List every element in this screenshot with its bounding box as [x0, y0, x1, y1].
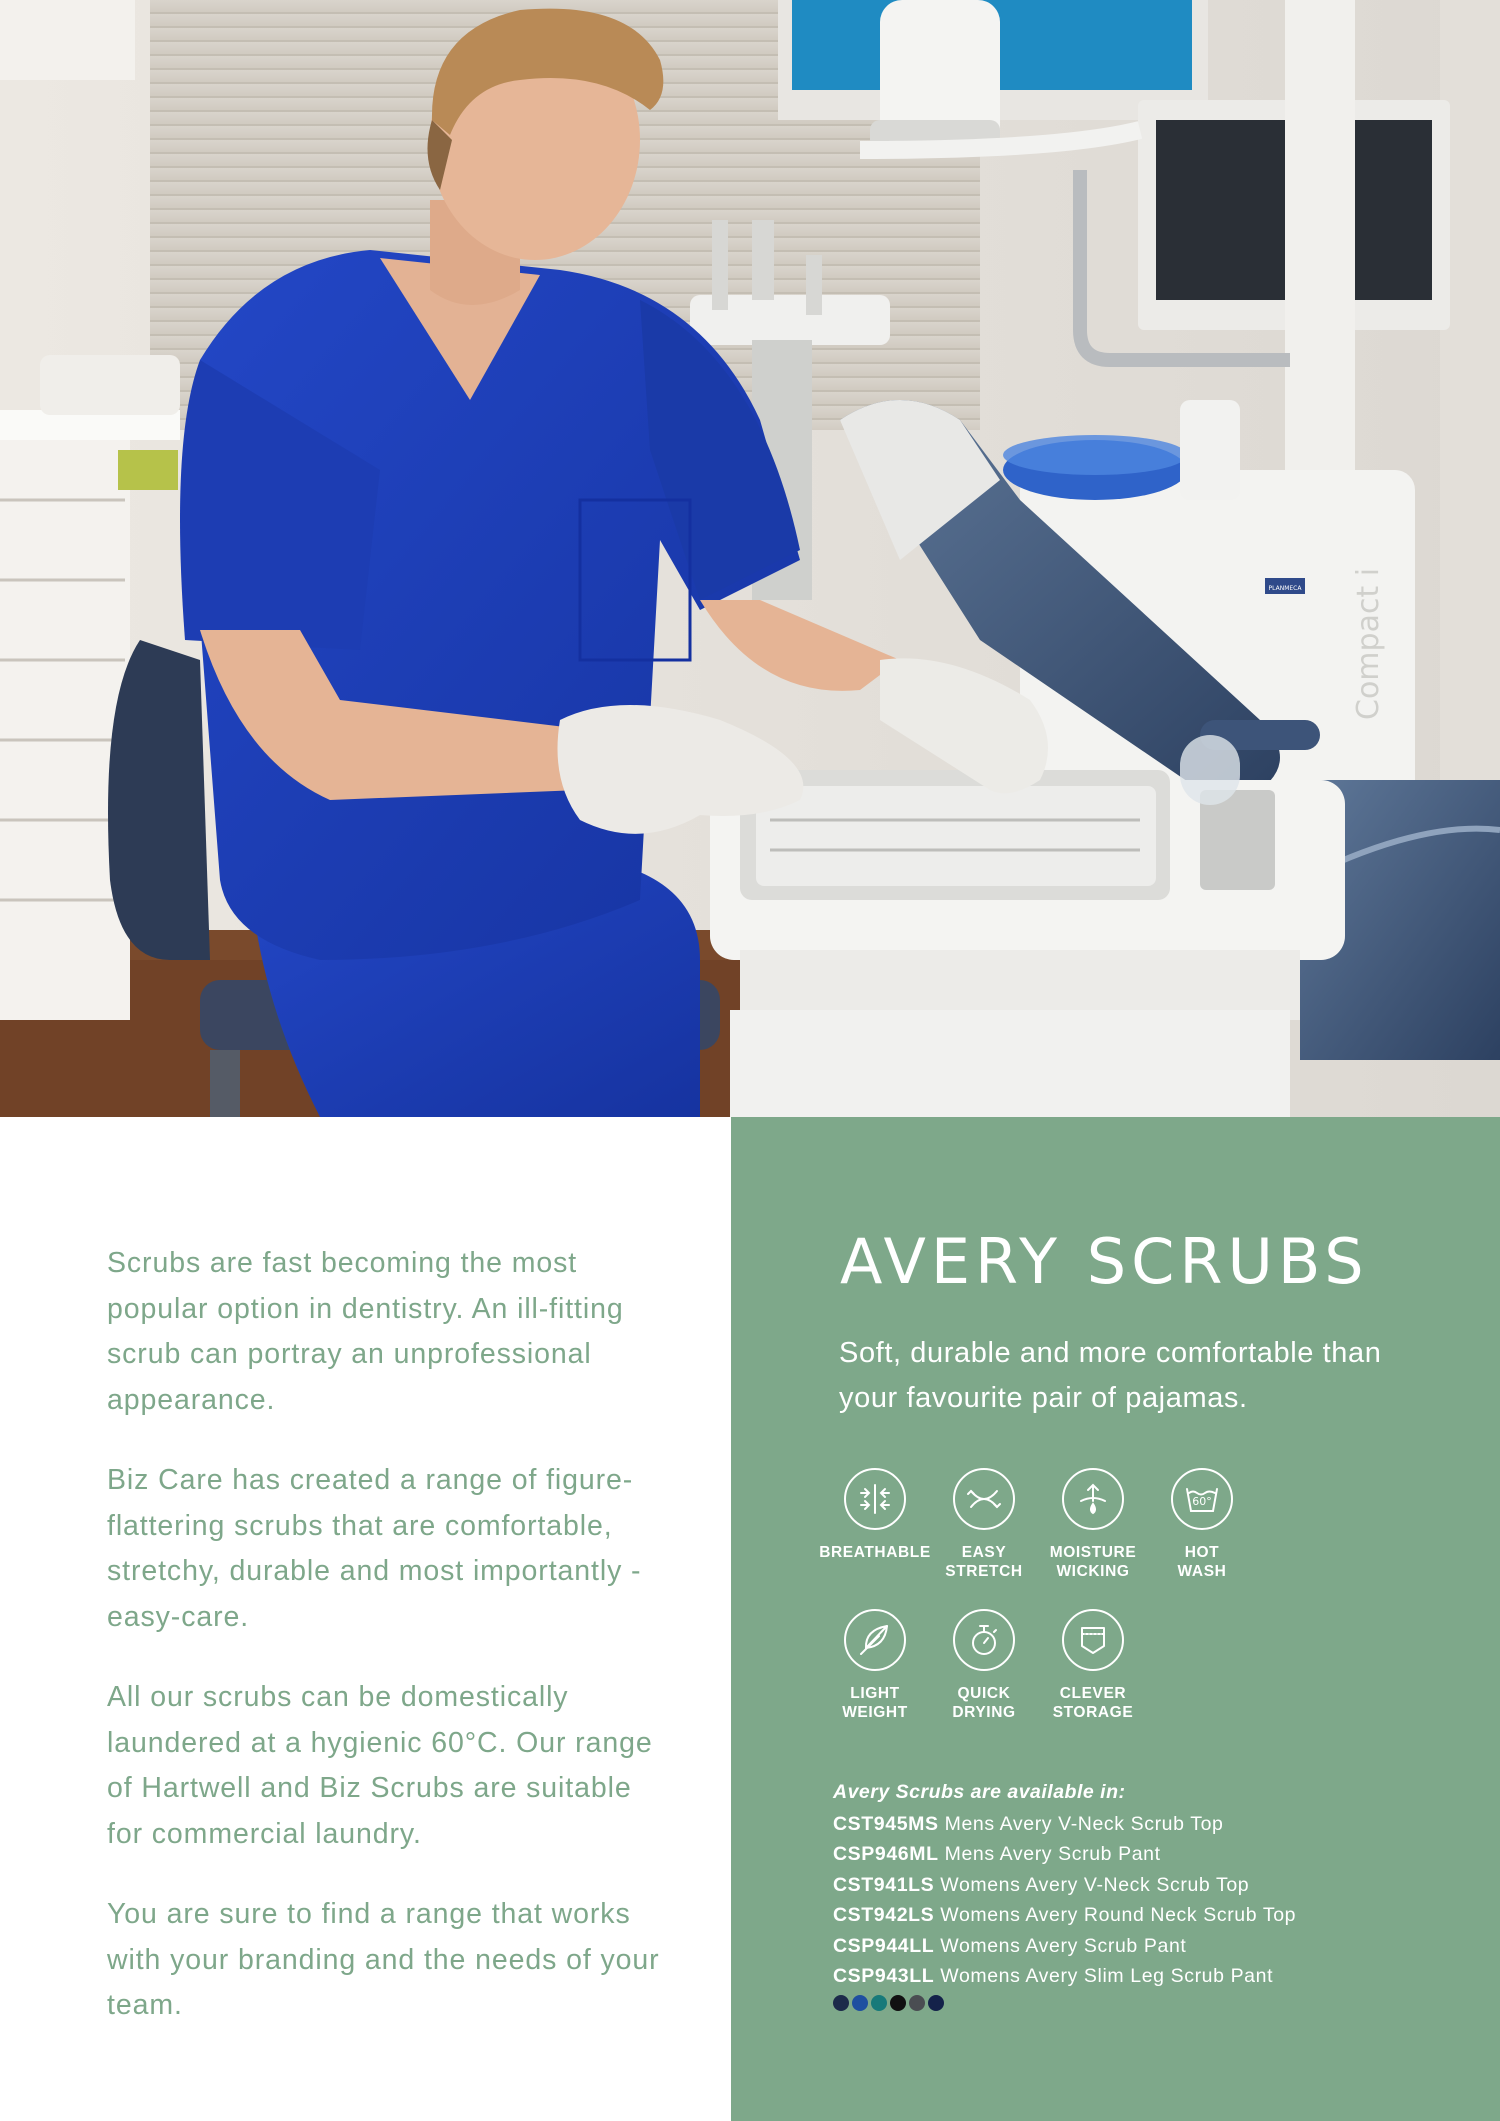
product-code: CST941LS — [833, 1873, 935, 1896]
availability-heading: Avery Scrubs are available in: — [833, 1781, 1126, 1803]
moisture-wicking-icon — [1062, 1468, 1124, 1530]
stopwatch-icon — [953, 1609, 1015, 1671]
product-code: CSP944LL — [833, 1934, 935, 1957]
product-item — [833, 1961, 1296, 1991]
product-name: Mens Avery Scrub Pant — [944, 1843, 1161, 1866]
feature-quick-drying — [924, 1609, 1044, 1722]
feature-label: LIGHT WEIGHT — [842, 1685, 908, 1721]
product-item — [833, 1870, 1296, 1900]
feature-easy-stretch — [924, 1468, 1044, 1581]
product-name: Womens Avery V-Neck Scrub Top — [940, 1873, 1250, 1896]
feature-label: BREATHABLE — [819, 1544, 931, 1561]
feature-label: CLEVER STORAGE — [1052, 1685, 1134, 1721]
product-name: Womens Avery Round Neck Scrub Top — [940, 1904, 1297, 1927]
colour-swatches — [833, 1995, 944, 2011]
brand-badge: PLANMECA — [1268, 585, 1302, 592]
hot-wash-icon — [1171, 1468, 1233, 1530]
feature-label: HOT WASH — [1177, 1544, 1227, 1580]
product-name: Womens Avery Slim Leg Scrub Pant — [940, 1965, 1274, 1988]
product-name: Womens Avery Scrub Pant — [940, 1934, 1187, 1957]
feature-moisture-wicking — [1033, 1468, 1153, 1581]
colour-swatch — [928, 1995, 944, 2011]
product-code: CST942LS — [833, 1904, 935, 1927]
product-list — [833, 1809, 1296, 1991]
product-panel — [731, 1117, 1500, 2121]
intro-paragraph: Scrubs are fast becoming the most popular option in dentistry. An ill-fitting scrub can portray an unprofessional appearance. — [107, 1247, 624, 1416]
colour-swatch — [871, 1995, 887, 2011]
pocket-icon — [1062, 1609, 1124, 1671]
product-item — [833, 1931, 1296, 1961]
product-title: AVERY SCRUBS — [840, 1225, 1369, 1298]
hot-wash-temp: 60° — [1192, 1495, 1212, 1508]
intro-paragraph: All our scrubs can be domestically laundered at a hygienic 60°C. Our range of Hartwell and Biz Scrubs are suitable for commercial laundry. — [107, 1681, 653, 1850]
intro-paragraph: Biz Care has created a range of figure-flattering scrubs that are comfortable, stretchy, durable and most importantly - easy-care. — [107, 1464, 642, 1633]
feature-label: MOISTURE WICKING — [1049, 1544, 1137, 1580]
colour-swatch — [833, 1995, 849, 2011]
colour-swatch — [909, 1995, 925, 2011]
product-item — [833, 1900, 1296, 1930]
product-code: CSP946ML — [833, 1843, 939, 1866]
colour-swatch — [852, 1995, 868, 2011]
stretch-icon — [953, 1468, 1015, 1530]
feature-light-weight — [815, 1609, 935, 1722]
feature-hot-wash — [1142, 1468, 1262, 1581]
feature-breathable — [815, 1468, 935, 1562]
breathable-icon — [844, 1468, 906, 1530]
feature-label: EASY STRETCH — [945, 1544, 1023, 1580]
product-name: Mens Avery V-Neck Scrub Top — [944, 1813, 1224, 1835]
feature-label: QUICK DRYING — [952, 1685, 1016, 1721]
product-item — [833, 1809, 1296, 1839]
colour-swatch — [890, 1995, 906, 2011]
intro-paragraph: You are sure to find a range that works with your branding and the needs of your team. — [107, 1898, 660, 2021]
feature-clever-storage — [1033, 1609, 1153, 1722]
product-code: CST945MS — [833, 1813, 939, 1835]
product-item — [833, 1839, 1296, 1869]
product-code: CSP943LL — [833, 1965, 935, 1988]
monitor-label: Compact i — [1351, 567, 1386, 720]
intro-copy — [0, 1117, 731, 2121]
feather-icon — [844, 1609, 906, 1671]
product-subtitle: Soft, durable and more comfortable than your favourite pair of pajamas. — [839, 1337, 1382, 1414]
